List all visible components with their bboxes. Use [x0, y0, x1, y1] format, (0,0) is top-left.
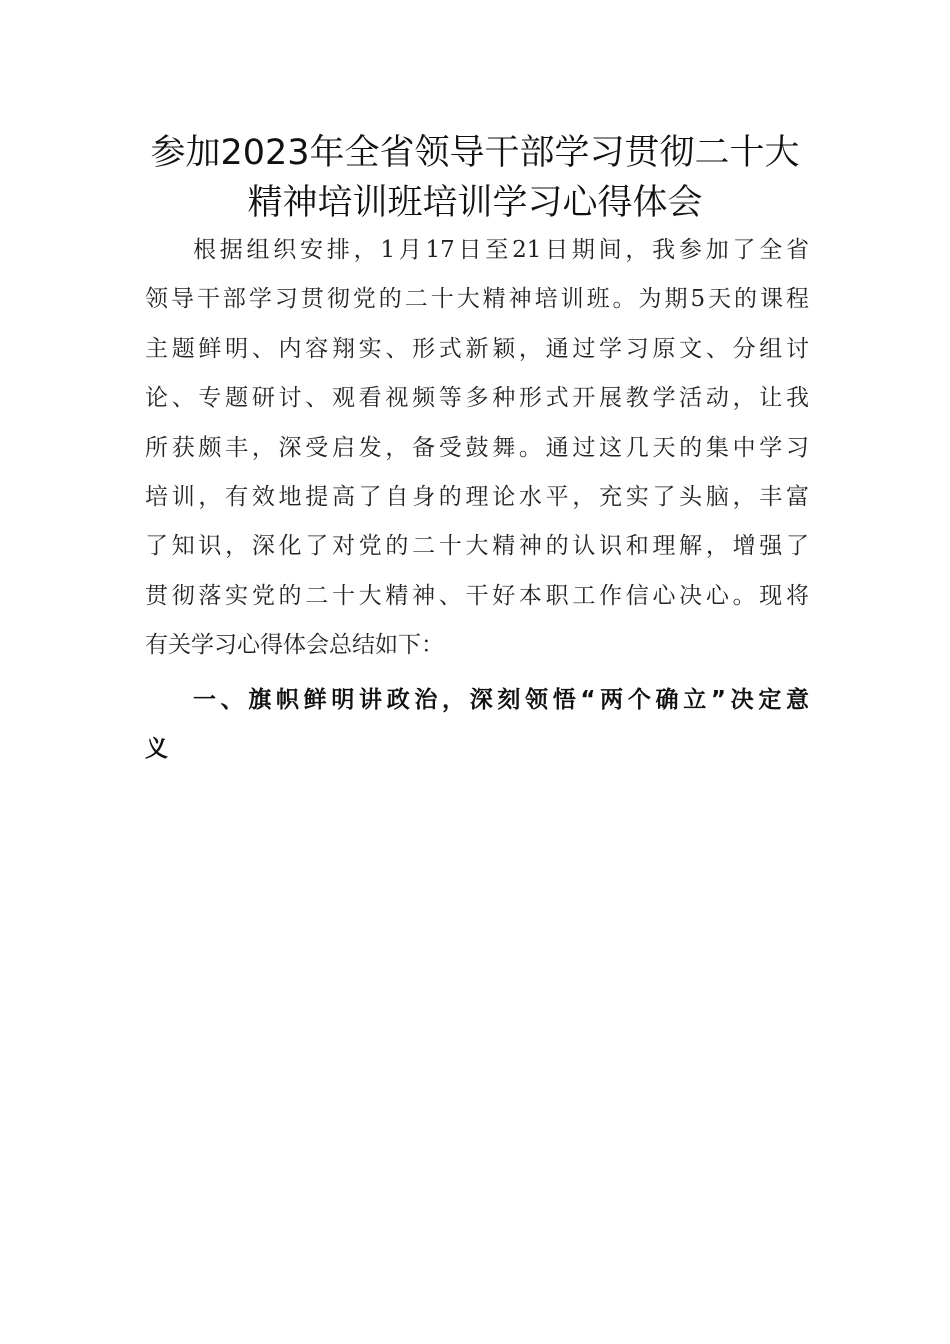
paragraph-line: 贯彻落实党的二十大精神、干好本职工作信心决心。现将	[145, 582, 809, 609]
section-heading	[145, 676, 809, 774]
heading-line: 义	[145, 736, 168, 762]
title-line: 精神培训班培训学习心得体会	[247, 183, 703, 223]
intro-paragraph	[145, 226, 809, 671]
paragraph-line: 主题鲜明、内容翔实、形式新颖，通过学习原文、分组讨	[145, 335, 809, 362]
paragraph-line: 了知识，深化了对党的二十大精神的认识和理解，增强了	[145, 533, 809, 560]
paragraph-line: 论、专题研讨、观看视频等多种形式开展教学活动，让我	[145, 385, 809, 412]
document-title	[100, 128, 850, 228]
paragraph-line: 根据组织安排，1月17日至21日期间，我参加了全省	[193, 237, 809, 263]
paragraph-line: 培训，有效地提高了自身的理论水平，充实了头脑，丰富	[145, 483, 809, 510]
paragraph-line: 有关学习心得体会总结如下：	[145, 632, 444, 659]
paragraph-line: 领导干部学习贯彻党的二十大精神培训班。为期5天的课程	[145, 286, 809, 313]
heading-line: 一、旗帜鲜明讲政治，深刻领悟“两个确立”决定意	[193, 687, 809, 713]
title-line: 参加2023年全省领导干部学习贯彻二十大	[150, 133, 800, 173]
paragraph-line: 所获颇丰，深受启发，备受鼓舞。通过这几天的集中学习	[145, 434, 809, 461]
